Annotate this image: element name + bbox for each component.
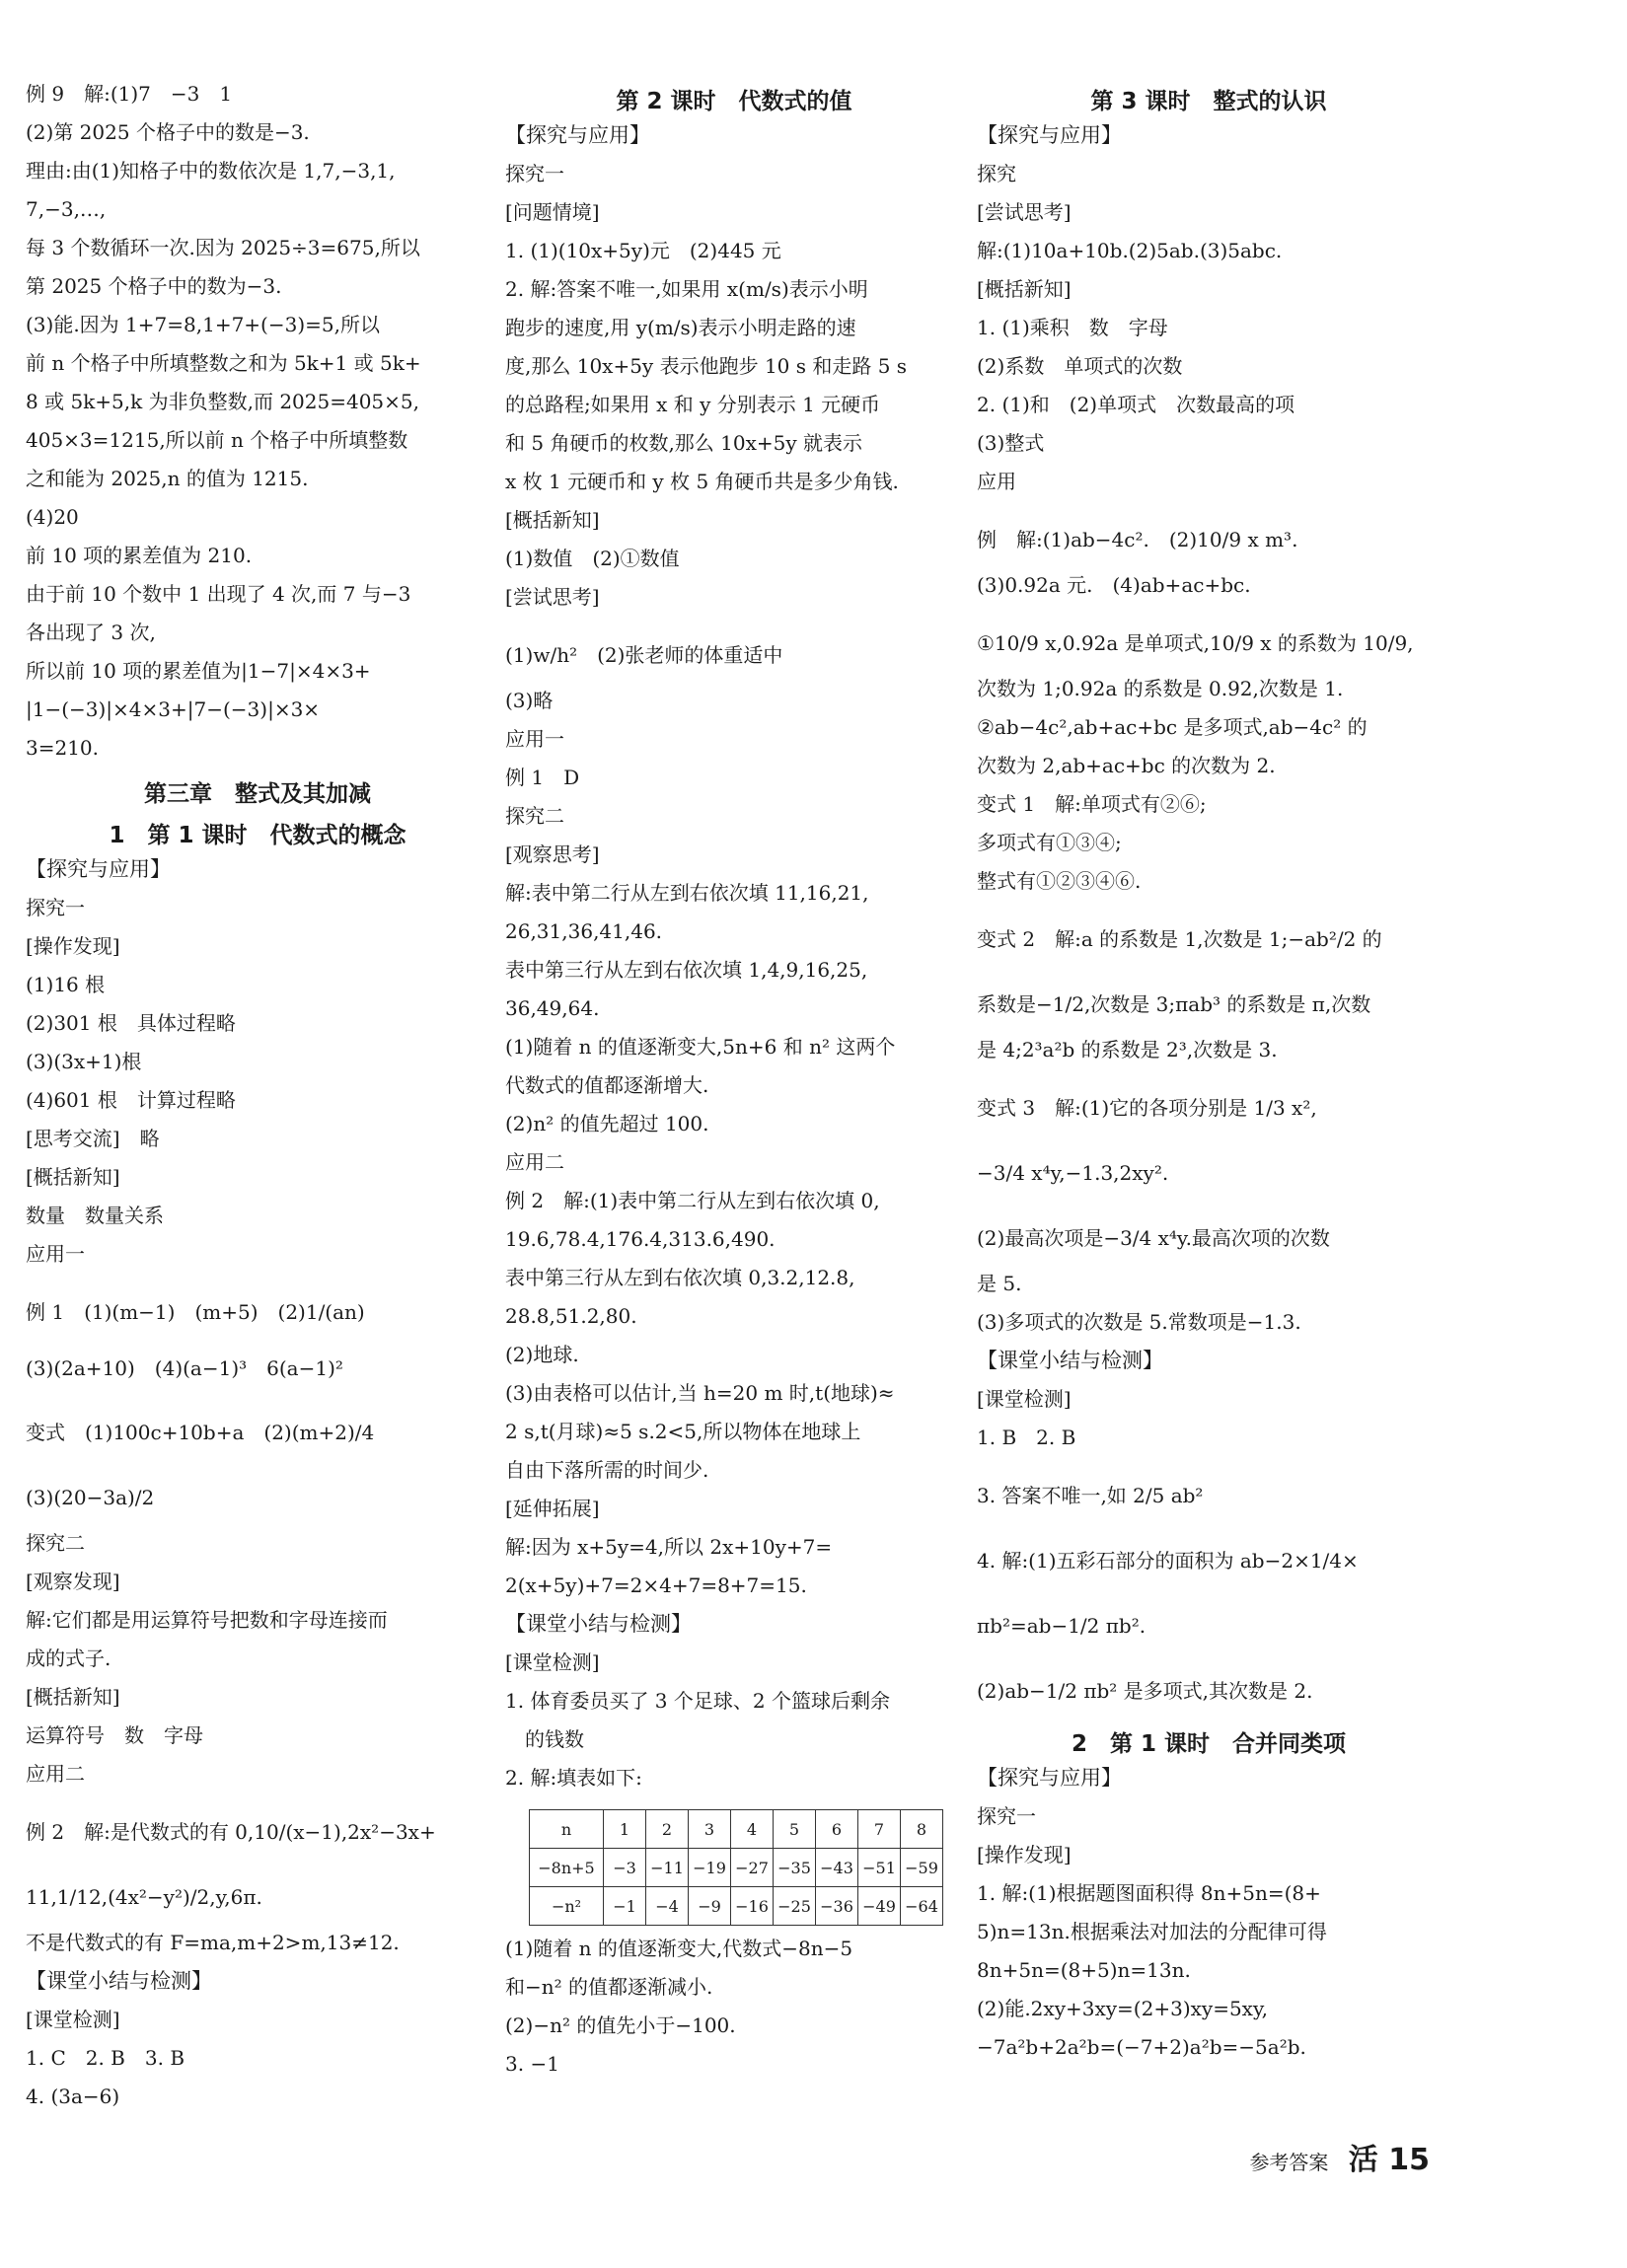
table-cell: −64 (901, 1887, 943, 1926)
text-line: 跑步的速度,用 y(m/s)表示小明走路的速 (505, 316, 856, 339)
text-line: 应用一 (26, 1242, 85, 1266)
text-line: (3)(2a+10) (4)(a−1)³ 6(a−1)² (26, 1356, 343, 1380)
text-line: [概括新知] (26, 1165, 120, 1189)
text-line: 变式 (1)100c+10b+a (2)(m+2)/4 (26, 1421, 375, 1444)
table-cell: −35 (774, 1849, 816, 1887)
text-line: [概括新知] (26, 1685, 120, 1709)
text-line: 次数为 2,ab+ac+bc 的次数为 2. (977, 754, 1276, 777)
table-row (530, 1887, 943, 1926)
page-footer (1249, 2135, 1430, 2178)
section-label: 【课堂小结与检测】 (26, 1969, 212, 1993)
section-label: 【课堂小结与检测】 (505, 1612, 692, 1636)
text-line: (1)随着 n 的值逐渐变大,代数式−8n−5 (505, 1937, 853, 1960)
table-row (530, 1849, 943, 1887)
text-line: 理由:由(1)知格子中的数依次是 1,7,−3,1, (26, 159, 396, 183)
text-line: 第 2025 个格子中的数为−3. (26, 274, 282, 298)
text-line: 探究一 (26, 896, 85, 919)
text-line: (3)整式 (977, 431, 1045, 455)
text-line: 探究二 (26, 1531, 85, 1555)
column-right (977, 81, 1441, 2073)
text-line: 是 5. (977, 1272, 1022, 1295)
text-line: ②ab−4c²,ab+ac+bc 是多项式,ab−4c² 的 (977, 715, 1368, 739)
text-line: 多项式有①③④; (977, 831, 1122, 854)
text-line: 成的式子. (26, 1646, 111, 1670)
section-title: 1 第 1 课时 代数式的概念 (109, 823, 407, 848)
text-line: −7a²b+2a²b=(−7+2)a²b=−5a²b. (977, 2035, 1306, 2059)
text-line: 应用 (977, 470, 1016, 493)
text-line: 19.6,78.4,176.4,313.6,490. (505, 1227, 776, 1251)
text-line: 1. (1)(10x+5y)元 (2)445 元 (505, 239, 781, 262)
text-line: 4. (3a−6) (26, 2085, 120, 2108)
table-cell: −51 (858, 1849, 901, 1887)
table-cell: −59 (901, 1849, 943, 1887)
text-line: 自由下落所需的时间少. (505, 1458, 709, 1482)
text-line: (2)能.2xy+3xy=(2+3)xy=5xy, (977, 1997, 1268, 2020)
text-line: (3)略 (505, 689, 554, 712)
text-line: 例 解:(1)ab−4c². (2)10/9 x m³. (977, 528, 1298, 551)
text-line: (3)(20−3a)/2 (26, 1486, 155, 1509)
text-line: 7,−3,…, (26, 197, 107, 221)
section-label: 【探究与应用】 (505, 123, 650, 147)
table-cell: −43 (816, 1849, 858, 1887)
section-title: 2 第 1 课时 合并同类项 (1071, 1731, 1347, 1757)
text-line: 应用二 (26, 1762, 85, 1786)
text-line: (3)由表格可以估计,当 h=20 m 时,t(地球)≈ (505, 1381, 895, 1405)
text-line: [尝试思考] (505, 585, 600, 609)
section-label: 【探究与应用】 (977, 123, 1122, 147)
text-line: (2)第 2025 个格子中的数是−3. (26, 120, 310, 144)
text-line: 整式有①②③④⑥. (977, 869, 1142, 893)
text-line: [问题情境] (505, 200, 600, 224)
text-line: (2)−n² 的值先小于−100. (505, 2013, 736, 2037)
text-line: 变式 3 解:(1)它的各项分别是 1/3 x², (977, 1096, 1317, 1120)
text-line: 探究 (977, 162, 1016, 185)
text-line: [观察思考] (505, 842, 600, 866)
text-line: (3)多项式的次数是 5.常数项是−1.3. (977, 1310, 1301, 1334)
text-line: [概括新知] (977, 277, 1072, 301)
text-line: (2)地球. (505, 1343, 579, 1366)
text-line: (2)ab−1/2 πb² 是多项式,其次数是 2. (977, 1679, 1313, 1703)
table-cell: n (530, 1810, 604, 1849)
text-line: 例 2 解:是代数式的有 0,10/(x−1),2x²−3x+ (26, 1820, 436, 1844)
text-line: 2. 解:答案不唯一,如果用 x(m/s)表示小明 (505, 277, 868, 301)
text-line: (3)能.因为 1+7=8,1+7+(−3)=5,所以 (26, 313, 380, 336)
text-line: 探究一 (977, 1804, 1036, 1828)
table-cell: −n² (530, 1887, 604, 1926)
section-title: 第 3 课时 整式的认识 (1090, 89, 1327, 114)
table-cell: −16 (731, 1887, 774, 1926)
text-line: (2)301 根 具体过程略 (26, 1011, 236, 1035)
text-line: 探究一 (505, 162, 564, 185)
text-line: 2. (1)和 (2)单项式 次数最高的项 (977, 393, 1295, 416)
text-line: 36,49,64. (505, 996, 600, 1020)
text-line: 度,那么 10x+5y 表示他跑步 10 s 和走路 5 s (505, 354, 908, 378)
text-line: 8 或 5k+5,k 为非负整数,而 2025=405×5, (26, 390, 419, 413)
table-cell: −25 (774, 1887, 816, 1926)
text-line: x 枚 1 元硬币和 y 枚 5 角硬币共是多少角钱. (505, 470, 899, 493)
table-cell: 5 (774, 1810, 816, 1849)
text-line: ①10/9 x,0.92a 是单项式,10/9 x 的系数为 10/9, (977, 631, 1414, 655)
text-line: 前 10 项的累差值为 210. (26, 544, 253, 567)
text-line: 系数是−1/2,次数是 3;πab³ 的系数是 π,次数 (977, 992, 1371, 1016)
text-line: 之和能为 2025,n 的值为 1215. (26, 467, 309, 490)
text-line: 例 1 (1)(m−1) (m+5) (2)1/(an) (26, 1300, 365, 1324)
text-line: 每 3 个数循环一次.因为 2025÷3=675,所以 (26, 236, 420, 259)
table-cell: −11 (646, 1849, 689, 1887)
text-line: [延伸拓展] (505, 1497, 600, 1520)
text-line: 28.8,51.2,80. (505, 1304, 637, 1328)
table-cell: 3 (689, 1810, 731, 1849)
column-middle (505, 81, 963, 2089)
text-line: 8n+5n=(8+5)n=13n. (977, 1958, 1191, 1982)
chapter-title: 第三章 整式及其加减 (144, 781, 371, 807)
text-line: [课堂检测] (26, 2008, 120, 2031)
text-line: 1. (1)乘积 数 字母 (977, 316, 1168, 339)
text-line: 由于前 10 个数中 1 出现了 4 次,而 7 与−3 (26, 582, 411, 606)
text-line: 不是代数式的有 F=ma,m+2>m,13≠12. (26, 1931, 400, 1954)
text-line: 变式 1 解:单项式有②⑥; (977, 792, 1207, 816)
table-cell: −4 (646, 1887, 689, 1926)
text-line: (1)随着 n 的值逐渐变大,5n+6 和 n² 这两个 (505, 1035, 896, 1059)
text-line: 前 n 个格子中所填整数之和为 5k+1 或 5k+ (26, 351, 421, 375)
text-line: 3=210. (26, 736, 100, 760)
text-line: 次数为 1;0.92a 的系数是 0.92,次数是 1. (977, 677, 1344, 700)
text-line: (3)0.92a 元. (4)ab+ac+bc. (977, 573, 1251, 597)
text-line: 1. 解:(1)根据题图面积得 8n+5n=(8+ (977, 1881, 1321, 1905)
text-line: 26,31,36,41,46. (505, 919, 663, 943)
text-line: 4. 解:(1)五彩石部分的面积为 ab−2×1/4× (977, 1549, 1359, 1573)
text-line: (4)601 根 计算过程略 (26, 1088, 236, 1112)
text-line: 例 2 解:(1)表中第二行从左到右依次填 0, (505, 1189, 880, 1212)
text-line: [概括新知] (505, 508, 600, 532)
text-line: 数量 数量关系 (26, 1204, 164, 1227)
text-line: 探究二 (505, 804, 564, 828)
text-line: 和 5 角硬币的枚数,那么 10x+5y 就表示 (505, 431, 863, 455)
text-line: 应用一 (505, 727, 564, 751)
text-line: (4)20 (26, 505, 79, 529)
text-line: 所以前 10 项的累差值为|1−7|×4×3+ (26, 659, 371, 683)
text-line: 1. B 2. B (977, 1426, 1076, 1449)
table-cell: 1 (604, 1810, 646, 1849)
text-line: 解:(1)10a+10b.(2)5ab.(3)5abc. (977, 239, 1283, 262)
text-line: 解:表中第二行从左到右依次填 11,16,21, (505, 881, 869, 905)
text-line: 表中第三行从左到右依次填 0,3.2,12.8, (505, 1266, 855, 1289)
text-line: [操作发现] (977, 1843, 1072, 1866)
text-line: [操作发现] (26, 934, 120, 958)
text-line: [观察发现] (26, 1570, 120, 1593)
text-line: 1. C 2. B 3. B (26, 2046, 185, 2070)
table-row (530, 1810, 943, 1849)
text-line: 代数式的值都逐渐增大. (505, 1073, 709, 1097)
section-title: 第 2 课时 代数式的值 (616, 89, 852, 114)
text-line: 例 9 解:(1)7 −3 1 (26, 82, 233, 106)
text-line: (1)16 根 (26, 973, 106, 996)
table-cell: −9 (689, 1887, 731, 1926)
section-label: 【探究与应用】 (26, 857, 171, 881)
text-line: (2)最高次项是−3/4 x⁴y.最高次项的次数 (977, 1226, 1330, 1250)
column-left (26, 81, 489, 2122)
text-line: (2)系数 单项式的次数 (977, 354, 1183, 378)
table-cell: −8n+5 (530, 1849, 604, 1887)
text-line: −3/4 x⁴y,−1.3,2xy². (977, 1161, 1169, 1185)
table-cell: −27 (731, 1849, 774, 1887)
page-number: 活 15 (1348, 2143, 1430, 2177)
text-line: 405×3=1215,所以前 n 个格子中所填整数 (26, 428, 408, 452)
text-line: 解:它们都是用运算符号把数和字母连接而 (26, 1608, 388, 1632)
text-line: (2)n² 的值先超过 100. (505, 1112, 709, 1135)
text-line: 的总路程;如果用 x 和 y 分别表示 1 元硬币 (505, 393, 881, 416)
table-cell: −3 (604, 1849, 646, 1887)
text-line: [尝试思考] (977, 200, 1072, 224)
text-line: 3. 答案不唯一,如 2/5 ab² (977, 1484, 1204, 1507)
text-line: 例 1 D (505, 766, 580, 789)
text-line: 2 s,t(月球)≈5 s.2<5,所以物体在地球上 (505, 1420, 861, 1443)
text-line: 11,1/12,(4x²−y²)/2,y,6π. (26, 1885, 262, 1909)
table-cell: 2 (646, 1810, 689, 1849)
text-line: 表中第三行从左到右依次填 1,4,9,16,25, (505, 958, 868, 982)
text-line: 和−n² 的值都逐渐减小. (505, 1975, 713, 1999)
text-line: 解:因为 x+5y=4,所以 2x+10y+7= (505, 1535, 833, 1559)
text-line: [课堂检测] (977, 1387, 1072, 1411)
text-line: πb²=ab−1/2 πb². (977, 1614, 1146, 1638)
section-label: 【探究与应用】 (977, 1766, 1122, 1790)
table-cell: −19 (689, 1849, 731, 1887)
table-cell: 8 (901, 1810, 943, 1849)
text-line: (1)w/h² (2)张老师的体重适中 (505, 643, 783, 667)
section-label: 【课堂小结与检测】 (977, 1349, 1163, 1372)
value-table (529, 1809, 943, 1926)
table-cell: −49 (858, 1887, 901, 1926)
table-cell: 4 (731, 1810, 774, 1849)
table-cell: −36 (816, 1887, 858, 1926)
text-line: 是 4;2³a²b 的系数是 2³,次数是 3. (977, 1038, 1278, 1061)
text-line: 变式 2 解:a 的系数是 1,次数是 1;−ab²/2 的 (977, 927, 1382, 951)
text-line: |1−(−3)|×4×3+|7−(−3)|×3× (26, 697, 321, 721)
text-line: 1. 体育委员买了 3 个足球、2 个篮球后剩余 (505, 1689, 890, 1713)
text-line: [课堂检测] (505, 1650, 600, 1674)
text-line: 应用二 (505, 1150, 564, 1174)
text-line: 运算符号 数 字母 (26, 1723, 203, 1747)
text-line: 的钱数 (505, 1727, 584, 1751)
footer-label: 参考答案 (1249, 2151, 1329, 2174)
text-line: 2(x+5y)+7=2×4+7=8+7=15. (505, 1573, 807, 1597)
text-line: 5)n=13n.根据乘法对加法的分配律可得 (977, 1920, 1327, 1943)
table-cell: 7 (858, 1810, 901, 1849)
text-line: (1)数值 (2)①数值 (505, 547, 680, 570)
table-cell: 6 (816, 1810, 858, 1849)
text-line: 2. 解:填表如下: (505, 1766, 642, 1790)
text-line: 3. −1 (505, 2052, 559, 2076)
text-line: (3)(3x+1)根 (26, 1050, 142, 1073)
text-line: 各出现了 3 次, (26, 621, 156, 644)
text-line: [思考交流] 略 (26, 1127, 160, 1150)
table-cell: −1 (604, 1887, 646, 1926)
